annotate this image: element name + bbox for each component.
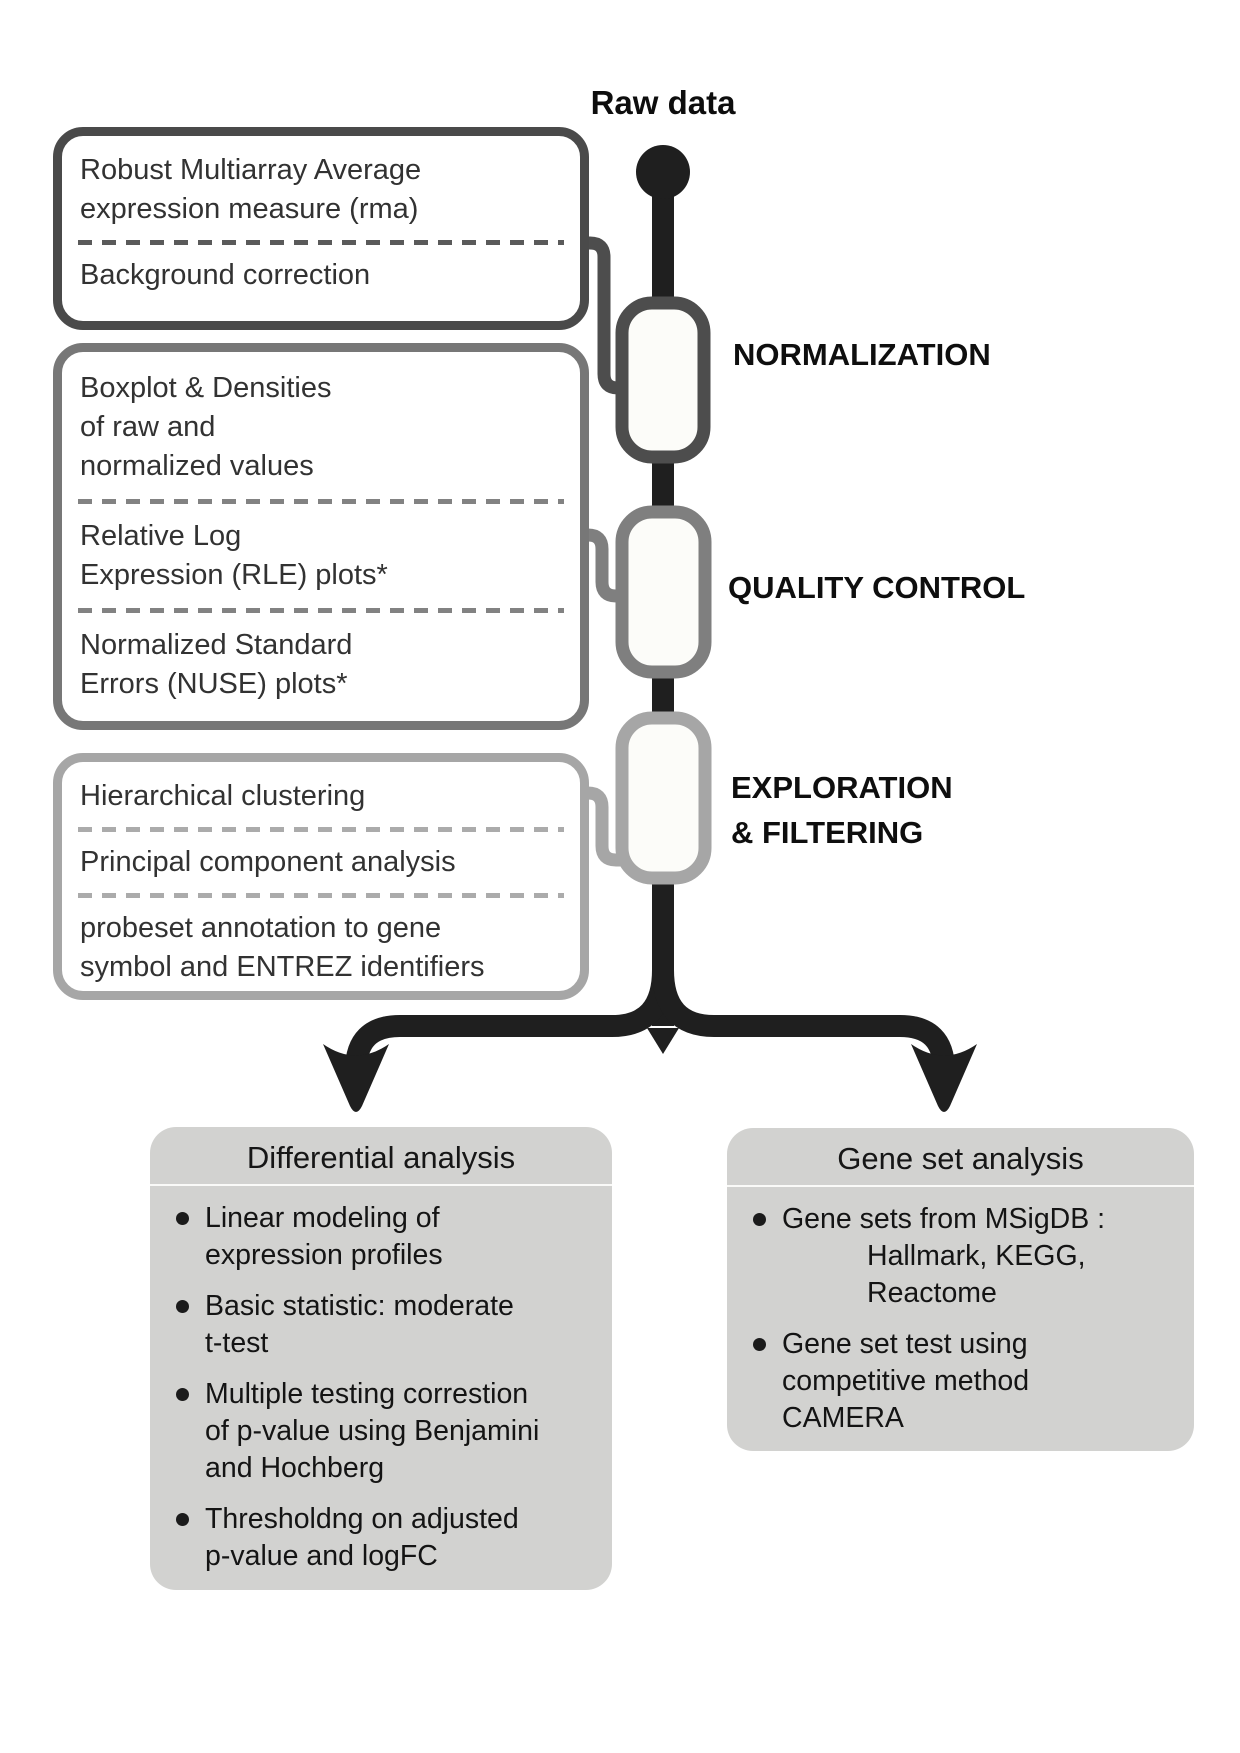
result-box-gene-set-analysis bbox=[727, 1128, 1194, 1451]
list-item-line: of p-value using Benjamini bbox=[205, 1415, 540, 1447]
toolbox-section bbox=[78, 898, 564, 998]
raw-data-label: Raw data bbox=[590, 84, 736, 121]
list-item-line: CAMERA bbox=[782, 1402, 904, 1434]
list-item-line: t-test bbox=[205, 1327, 269, 1359]
list-item-subline: Hallmark, KEGG, bbox=[867, 1240, 1086, 1272]
list-item-subline: Reactome bbox=[867, 1277, 997, 1309]
toolbox-line: symbol and ENTREZ identifiers bbox=[80, 951, 485, 983]
toolbox-normalization bbox=[53, 127, 589, 330]
toolbox-section bbox=[78, 245, 564, 306]
list-item-line: Multiple testing correstion bbox=[205, 1378, 529, 1410]
toolbox-section bbox=[78, 356, 564, 499]
bullet-list bbox=[727, 1187, 1194, 1437]
stage-label-exploration-line2: & FILTERING bbox=[731, 815, 924, 850]
toolbox-line: of raw and bbox=[80, 411, 216, 443]
toolbox-line: Principal component analysis bbox=[80, 846, 456, 878]
list-item-line: Gene sets from MSigDB : bbox=[782, 1203, 1106, 1235]
toolbox-line: Robust Multiarray Average bbox=[80, 154, 422, 186]
toolbox-section bbox=[78, 504, 564, 608]
bullet-icon bbox=[753, 1338, 766, 1351]
toolbox-section bbox=[78, 613, 564, 717]
toolbox-line: Hierarchical clustering bbox=[80, 780, 366, 812]
stage-label-normalization: NORMALIZATION bbox=[733, 337, 991, 372]
bullet-list bbox=[150, 1186, 612, 1575]
list-item-line: and Hochberg bbox=[205, 1452, 385, 1484]
stage-label-exploration-filtering bbox=[731, 765, 953, 855]
bullet-icon bbox=[176, 1513, 189, 1526]
list-item-line: Gene set test using bbox=[782, 1328, 1028, 1360]
toolbox-line: Expression (RLE) plots* bbox=[80, 559, 388, 591]
bullet-icon bbox=[176, 1388, 189, 1401]
list-item-line: p-value and logFC bbox=[205, 1540, 438, 1572]
result-box-title: Differential analysis bbox=[246, 1140, 516, 1175]
toolbox-line: expression measure (rma) bbox=[80, 193, 419, 225]
toolbox-line: Relative Log bbox=[80, 520, 242, 552]
bullet-icon bbox=[176, 1300, 189, 1313]
list-item-line: Linear modeling of bbox=[205, 1202, 440, 1234]
toolbox-line: probeset annotation to gene bbox=[80, 912, 442, 944]
bullet-icon bbox=[176, 1212, 189, 1225]
list-item bbox=[174, 1200, 600, 1274]
toolbox-quality-control bbox=[53, 343, 589, 730]
node-normalization bbox=[622, 303, 704, 457]
toolbox-line: Normalized Standard bbox=[80, 629, 353, 661]
result-box-differential-analysis bbox=[150, 1127, 612, 1590]
list-item bbox=[174, 1376, 600, 1487]
result-box-title: Gene set analysis bbox=[837, 1141, 1084, 1176]
branch-arm-right bbox=[663, 970, 944, 1080]
toolbox-line: Errors (NUSE) plots* bbox=[80, 668, 348, 700]
toolbox-line: Background correction bbox=[80, 259, 371, 291]
list-item-line: expression profiles bbox=[205, 1239, 443, 1271]
toolbox-section bbox=[78, 766, 564, 827]
stage-label-quality-control: QUALITY CONTROL bbox=[728, 570, 1026, 605]
list-item bbox=[174, 1501, 600, 1575]
node-exploration-filtering bbox=[622, 718, 705, 878]
node-quality-control bbox=[622, 512, 705, 672]
list-item bbox=[174, 1288, 600, 1362]
list-item-line: Thresholdng on adjusted bbox=[205, 1503, 519, 1535]
list-item bbox=[751, 1326, 1182, 1437]
toolbox-section bbox=[78, 140, 564, 240]
toolbox-line: normalized values bbox=[80, 450, 314, 482]
list-item bbox=[751, 1201, 1182, 1312]
toolbox-line: Boxplot & Densities bbox=[80, 372, 332, 404]
toolbox-exploration-filtering bbox=[53, 753, 589, 1000]
branch-notch bbox=[647, 1028, 679, 1054]
bullet-icon bbox=[753, 1213, 766, 1226]
list-item-line: competitive method bbox=[782, 1365, 1030, 1397]
list-item-line: Basic statistic: moderate bbox=[205, 1290, 514, 1322]
toolbox-section bbox=[78, 832, 564, 893]
raw-data-dot-icon bbox=[636, 145, 690, 199]
stage-label-exploration-line1: EXPLORATION bbox=[731, 770, 953, 805]
